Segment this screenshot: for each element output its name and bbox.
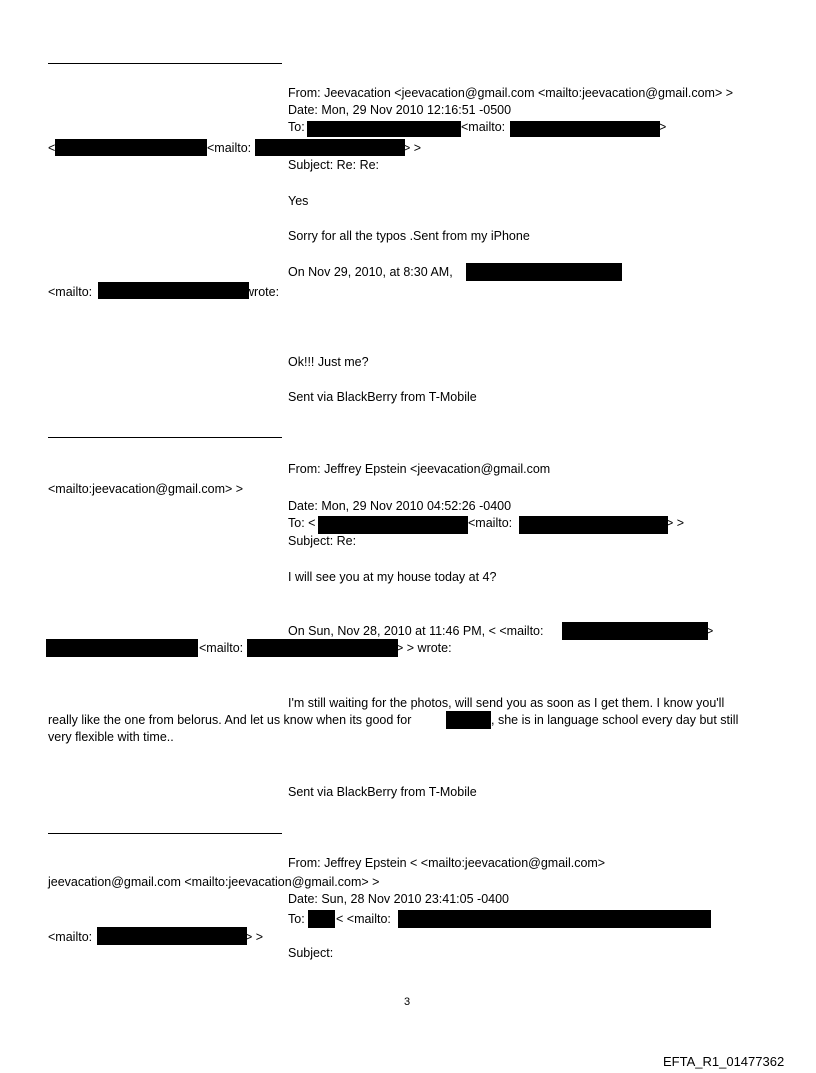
body-text: Sorry for all the typos .Sent from my iPhone [288,229,530,243]
date-line: Date: Mon, 29 Nov 2010 12:16:51 -0500 [288,103,512,117]
separator-rule [48,63,282,64]
to-label: To: [288,120,305,134]
subject-line: Subject: [288,946,334,960]
signature: Sent via BlackBerry from T-Mobile [288,390,477,404]
paragraph-line: I'm still waiting for the photos, will send you as soon as I get them. I know you'll [288,696,725,710]
redaction-box [97,927,247,945]
mailto-text: <mailto: [199,641,244,655]
redaction-box [398,910,711,928]
redaction-box [307,121,461,137]
mailto-text: <mailto: [207,141,252,155]
body-text: I will see you at my house today at 4? [288,570,497,584]
redaction-box [46,639,198,657]
from-line-cont: <mailto:jeevacation@gmail.com> > [48,482,244,496]
quote-intro: On Sun, Nov 28, 2010 at 11:46 PM, < <mailto: [288,624,544,638]
paragraph-line: very flexible with time.. [48,730,174,744]
body-text: Ok!!! Just me? [288,355,369,369]
redaction-box [519,516,668,534]
bracket-close: > > [666,516,685,530]
separator-rule [48,437,282,438]
from-line-cont: jeevacation@gmail.com <mailto:jeevacation@gmail.com> > [48,875,380,889]
redaction-box [98,282,249,299]
redaction-box [318,516,468,534]
from-line: From: Jeevacation <jeevacation@gmail.com <mailto:jeevacation@gmail.com> > [288,86,734,100]
wrote-text: wrote: [245,285,280,299]
paragraph-line: , she is in language school every day but still [491,713,739,727]
subject-line: Subject: Re: [288,534,357,548]
bracket-close: > [659,120,667,134]
to-label: To: [288,912,305,926]
bracket-close: > [706,624,714,638]
date-line: Date: Sun, 28 Nov 2010 23:41:05 -0400 [288,892,509,906]
mailto-text: <mailto: [48,285,93,299]
redaction-box [308,910,335,928]
mailto-text: < <mailto: [336,912,391,926]
wrote-text: > > wrote: [396,641,452,655]
redaction-box [255,139,405,156]
separator-rule [48,833,282,834]
body-text: Yes [288,194,309,208]
mailto-text: <mailto: [461,120,506,134]
quote-intro: On Nov 29, 2010, at 8:30 AM, [288,265,453,279]
redaction-box [510,121,660,137]
paragraph-line: really like the one from belorus. And let us know when its good for [48,713,412,727]
mailto-text: <mailto: [48,930,93,944]
subject-line: Subject: Re: Re: [288,158,380,172]
from-line: From: Jeffrey Epstein < <mailto:jeevacation@gmail.com> [288,856,606,870]
bates-number: EFTA_R1_01477362 [663,1054,785,1069]
redaction-box [562,622,708,640]
signature: Sent via BlackBerry from T-Mobile [288,785,477,799]
bracket-close: > > [403,141,422,155]
bracket-open: < [48,141,56,155]
redaction-box [247,639,398,657]
redaction-box [446,711,491,729]
page-number: 3 [404,996,411,1008]
date-line: Date: Mon, 29 Nov 2010 04:52:26 -0400 [288,499,512,513]
redaction-box [55,139,207,156]
bracket-close: > > [245,930,264,944]
from-line: From: Jeffrey Epstein <jeevacation@gmail.com [288,462,551,476]
mailto-text: <mailto: [468,516,513,530]
redaction-box [466,263,622,281]
to-label: To: < [288,516,316,530]
